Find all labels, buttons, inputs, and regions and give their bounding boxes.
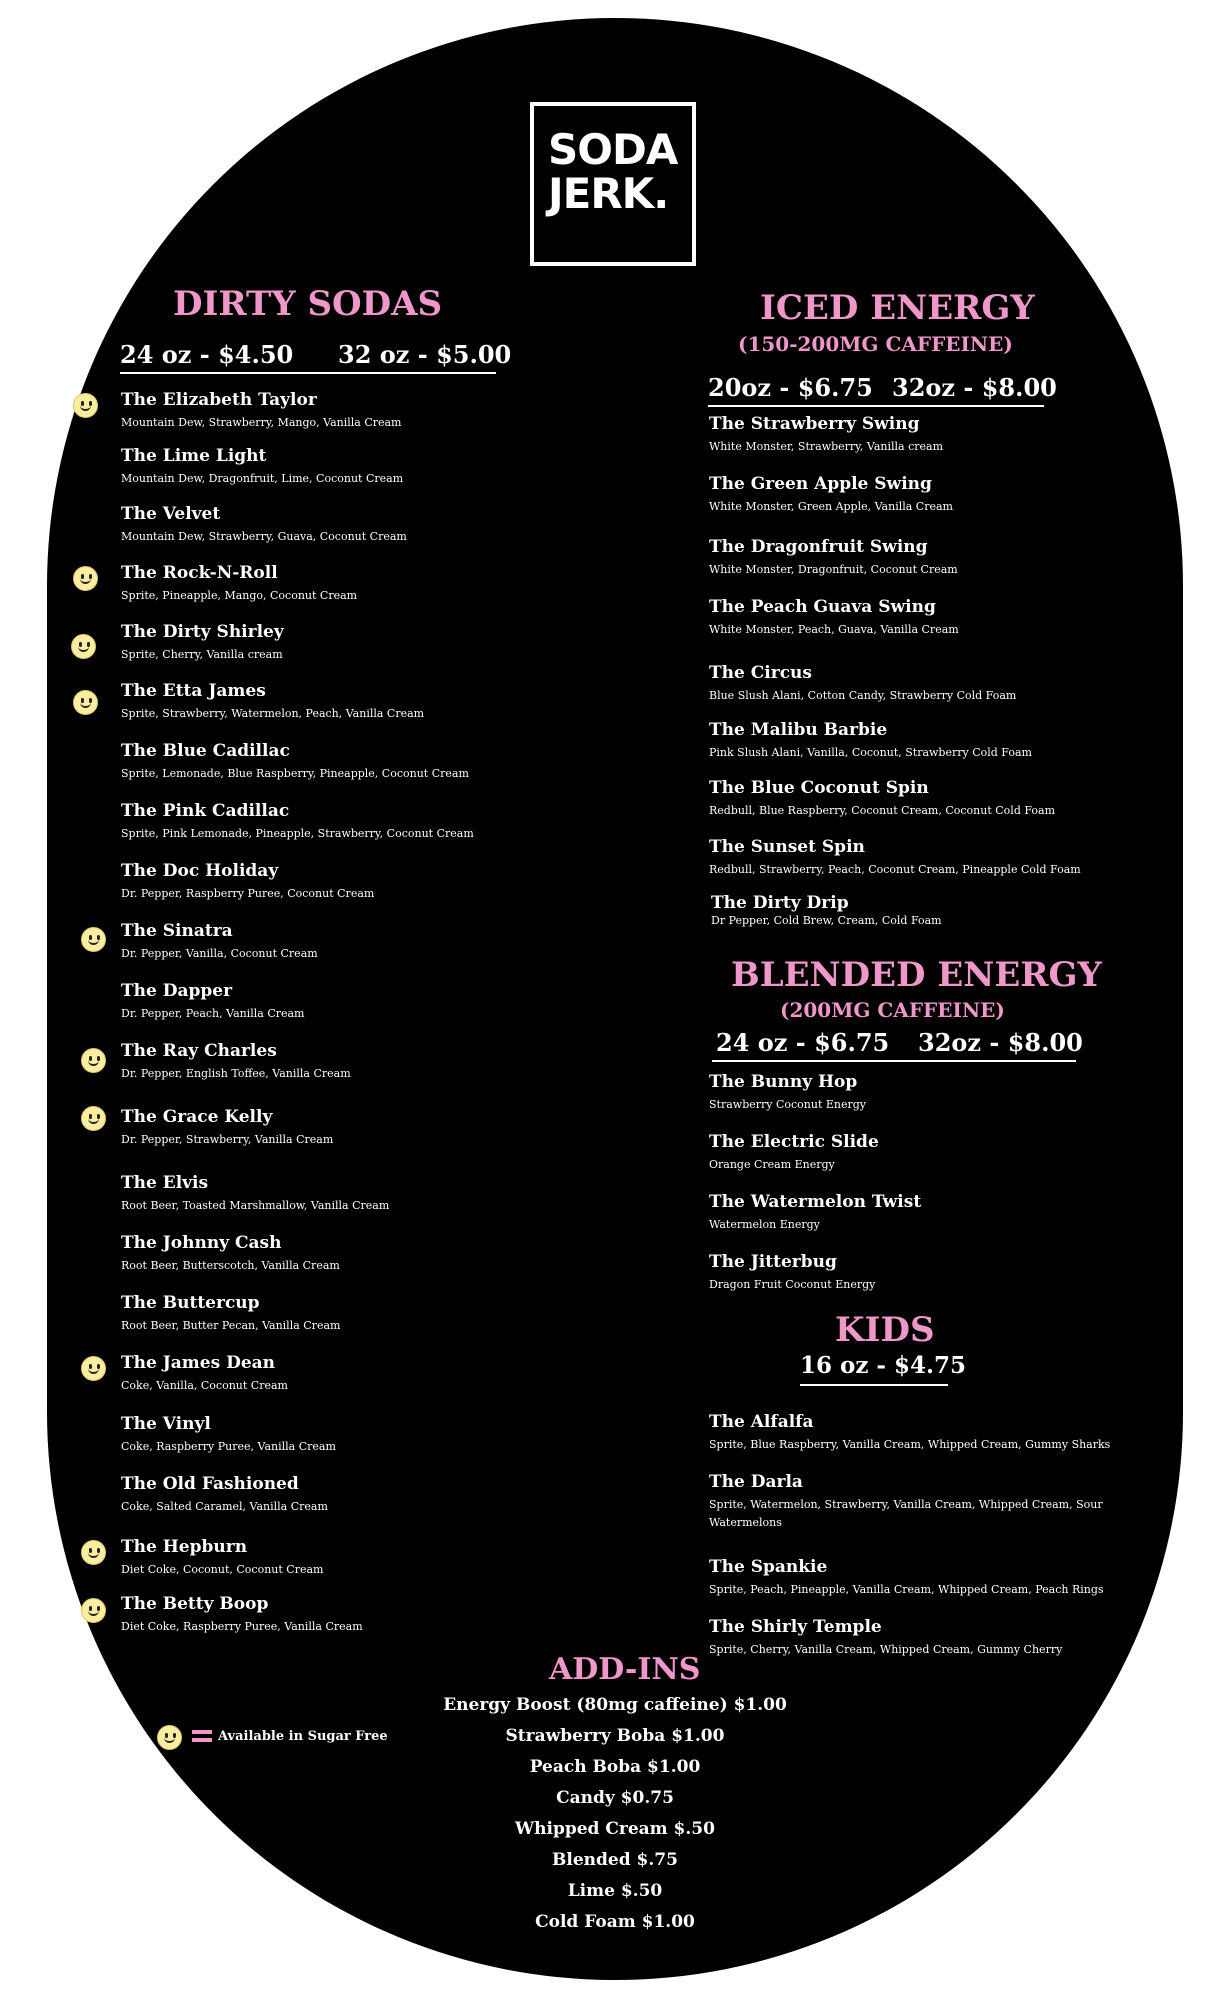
- smiley-icon: [81, 1598, 106, 1623]
- blended-energy-size-32: 32oz - $8.00: [918, 1028, 1083, 1057]
- smiley-icon: [157, 1725, 182, 1750]
- smiley-icon: [73, 690, 98, 715]
- add-in-item: Whipped Cream $.50: [515, 1819, 715, 1839]
- dirty-sodas-size-24: 24 oz - $4.50: [120, 340, 294, 369]
- list-item: The Pink Cadillac Sprite, Pink Lemonade, Pineapple, Strawberry, Coconut Cream: [121, 801, 474, 840]
- list-item: The Malibu Barbie Pink Slush Alani, Vanilla, Coconut, Strawberry Cold Foam: [709, 720, 1032, 759]
- list-item: The Electric Slide Orange Cream Energy: [709, 1132, 879, 1171]
- kids-price: [800, 1352, 966, 1386]
- list-item: The Jitterbug Dragon Fruit Coconut Energy: [709, 1252, 876, 1291]
- iced-energy-subtitle: (150-200MG CAFFEINE): [738, 332, 1013, 356]
- dirty-sodas-size-32: 32 oz - $5.00: [338, 340, 512, 369]
- add-in-item: Blended $.75: [552, 1850, 678, 1870]
- list-item: The Doc Holiday Dr. Pepper, Raspberry Puree, Coconut Cream: [121, 861, 375, 900]
- dirty-sodas-title: DIRTY SODAS: [173, 284, 443, 324]
- list-item: The Vinyl Coke, Raspberry Puree, Vanilla Cream: [121, 1414, 336, 1453]
- list-item: The Dapper Dr. Pepper, Peach, Vanilla Cream: [121, 981, 305, 1020]
- list-item: The Etta James Sprite, Strawberry, Watermelon, Peach, Vanilla Cream: [121, 681, 425, 720]
- add-in-item: Lime $.50: [567, 1881, 663, 1901]
- logo-line-1: SODA: [548, 125, 678, 174]
- iced-energy-title: ICED ENERGY: [760, 288, 1035, 328]
- list-item: The Blue Cadillac Sprite, Lemonade, Blue Raspberry, Pineapple, Coconut Cream: [121, 741, 469, 780]
- list-item: The Green Apple Swing White Monster, Green Apple, Vanilla Cream: [709, 474, 953, 513]
- list-item: The Johnny Cash Root Beer, Butterscotch, Vanilla Cream: [121, 1233, 340, 1272]
- list-item: The Ray Charles Dr. Pepper, English Toffee, Vanilla Cream: [121, 1041, 351, 1080]
- list-item: The Elizabeth Taylor Mountain Dew, Strawberry, Mango, Vanilla Cream: [121, 390, 402, 429]
- smiley-icon: [73, 393, 98, 418]
- soda-jerk-logo: [530, 102, 696, 266]
- smiley-icon: [81, 1540, 106, 1565]
- list-item: The Shirly Temple Sprite, Cherry, Vanilla Cream, Whipped Cream, Gummy Cherry: [709, 1617, 1063, 1656]
- list-item: The Blue Coconut Spin Redbull, Blue Raspberry, Coconut Cream, Coconut Cold Foam: [709, 778, 1055, 817]
- list-item: The Elvis Root Beer, Toasted Marshmallow, Vanilla Cream: [121, 1173, 390, 1212]
- list-item: The Dragonfruit Swing White Monster, Dragonfruit, Coconut Cream: [709, 537, 958, 576]
- iced-energy-size-32: 32oz - $8.00: [892, 373, 1057, 402]
- smiley-icon: [81, 927, 106, 952]
- smiley-icon: [81, 1106, 106, 1131]
- smiley-icon: [81, 1048, 106, 1073]
- list-item: The Sinatra Dr. Pepper, Vanilla, Coconut Cream: [121, 921, 318, 960]
- list-item: The Betty Boop Diet Coke, Raspberry Puree, Vanilla Cream: [121, 1594, 363, 1633]
- logo-line-2: JERK.: [548, 169, 669, 218]
- kids-size-16: 16 oz - $4.75: [800, 1352, 966, 1379]
- list-item: The James Dean Coke, Vanilla, Coconut Cream: [121, 1353, 288, 1392]
- list-item: The Bunny Hop Strawberry Coconut Energy: [709, 1072, 867, 1111]
- blended-energy-subtitle: (200MG CAFFEINE): [780, 998, 1005, 1022]
- smiley-icon: [81, 1356, 106, 1381]
- add-in-item: Candy $0.75: [556, 1788, 674, 1808]
- smiley-icon: [71, 634, 96, 659]
- list-item: The Old Fashioned Coke, Salted Caramel, Vanilla Cream: [121, 1474, 328, 1513]
- list-item: The Dirty Shirley Sprite, Cherry, Vanilla cream: [121, 622, 284, 661]
- list-item: The Spankie Sprite, Peach, Pineapple, Vanilla Cream, Whipped Cream, Peach Rings: [709, 1557, 1104, 1596]
- add-in-item: Energy Boost (80mg caffeine) $1.00: [443, 1695, 787, 1715]
- blended-energy-size-24: 24 oz - $6.75: [716, 1028, 890, 1057]
- list-item: The Buttercup Root Beer, Butter Pecan, Vanilla Cream: [121, 1293, 341, 1332]
- add-in-item: Cold Foam $1.00: [535, 1912, 695, 1932]
- list-item: The Grace Kelly Dr. Pepper, Strawberry, Vanilla Cream: [121, 1107, 334, 1146]
- list-item: The Rock-N-Roll Sprite, Pineapple, Mango, Coconut Cream: [121, 563, 358, 602]
- list-item: The Watermelon Twist Watermelon Energy: [709, 1192, 922, 1231]
- blended-energy-prices: [712, 1028, 1083, 1062]
- sugar-free-legend: Available in Sugar Free: [218, 1729, 388, 1744]
- iced-energy-size-20: 20oz - $6.75: [708, 373, 873, 402]
- blended-energy-title: BLENDED ENERGY: [731, 955, 1102, 995]
- add-in-item: Peach Boba $1.00: [529, 1757, 701, 1777]
- smiley-icon: [73, 566, 98, 591]
- list-item: The Velvet Mountain Dew, Strawberry, Guava, Coconut Cream: [121, 504, 407, 543]
- list-item: The Dirty Drip Dr Pepper, Cold Brew, Cream, Cold Foam: [711, 893, 942, 927]
- list-item: The Lime Light Mountain Dew, Dragonfruit, Lime, Coconut Cream: [121, 446, 404, 485]
- iced-energy-prices: [708, 373, 1057, 407]
- list-item: The Darla Sprite, Watermelon, Strawberry, Vanilla Cream, Whipped Cream, Sour Watermelons: [709, 1472, 1103, 1529]
- list-item: The Strawberry Swing White Monster, Strawberry, Vanilla cream: [709, 414, 944, 453]
- list-item: The Sunset Spin Redbull, Strawberry, Peach, Coconut Cream, Pineapple Cold Foam: [709, 837, 1081, 876]
- equals-icon: [192, 1730, 212, 1742]
- add-ins-title: ADD-INS: [549, 1652, 701, 1687]
- dirty-sodas-prices: [120, 340, 512, 374]
- add-in-item: Strawberry Boba $1.00: [505, 1726, 725, 1746]
- list-item: The Hepburn Diet Coke, Coconut, Coconut Cream: [121, 1537, 324, 1576]
- list-item: The Peach Guava Swing White Monster, Peach, Guava, Vanilla Cream: [709, 597, 959, 636]
- list-item: The Alfalfa Sprite, Blue Raspberry, Vanilla Cream, Whipped Cream, Gummy Sharks: [709, 1412, 1111, 1451]
- list-item: The Circus Blue Slush Alani, Cotton Candy, Strawberry Cold Foam: [709, 663, 1017, 702]
- kids-title: KIDS: [835, 1310, 935, 1350]
